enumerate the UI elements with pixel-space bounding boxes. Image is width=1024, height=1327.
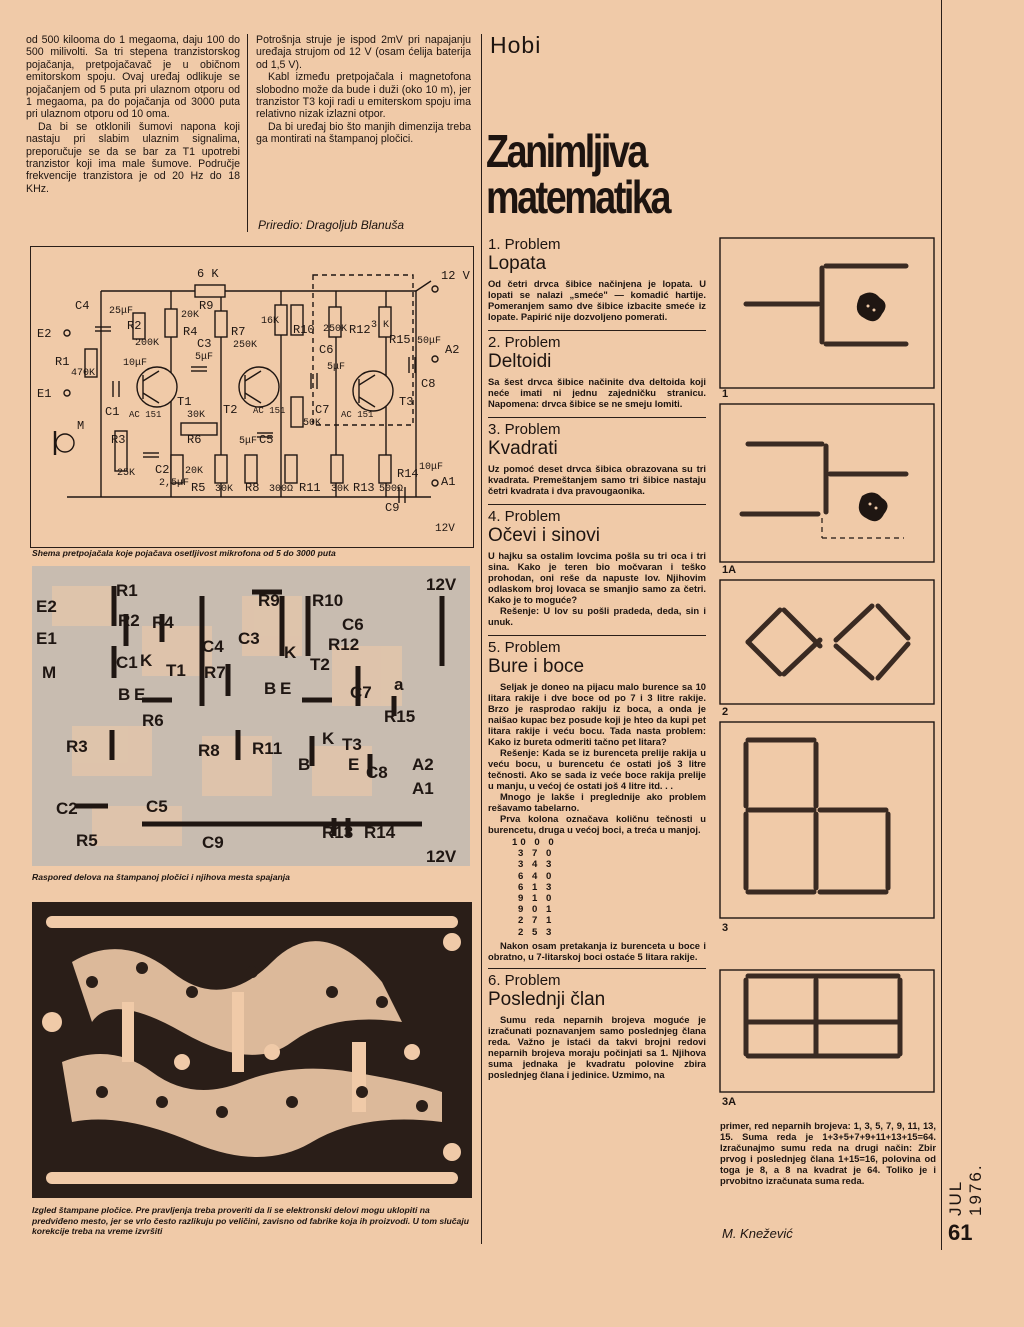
svg-text:20K: 20K (185, 466, 204, 477)
svg-text:T2: T2 (223, 403, 238, 417)
problem-5-answer-4: Nakon osam pretakanja iz burenceta u boce i obratno, u 7-litarskoj boci ostaće 5 litara rakije. (488, 939, 706, 962)
svg-text:R7: R7 (231, 325, 246, 339)
pcb-caption: Izgled štampane pločice. Pre pravljenja treba proveriti da li se elektronski delovi mogu uklopiti na predviđeno mesto, jer se vrlo često razlikuju po veličini, zavisno od fabrike koja ih proizvodi. U tom slučaju korekcije treba na vreme izvršiti (32, 1205, 469, 1236)
svg-text:5μF: 5μF (195, 352, 214, 363)
svg-text:2,5μF: 2,5μF (159, 478, 190, 489)
divider (488, 417, 706, 418)
svg-text:C5: C5 (259, 433, 274, 447)
svg-text:30K: 30K (187, 410, 206, 421)
svg-text:E2: E2 (36, 597, 57, 616)
svg-text:3 K: 3 K (371, 320, 390, 331)
svg-text:5μF: 5μF (239, 436, 258, 447)
svg-text:R2: R2 (127, 319, 142, 333)
column-divider (247, 34, 248, 232)
problem-2-heading: 2. Problem (488, 334, 561, 351)
table-row: 10 0 0 (512, 837, 557, 848)
svg-text:R3: R3 (66, 737, 88, 756)
svg-text:R15: R15 (384, 707, 416, 726)
figure-1-label: 1 (722, 388, 729, 400)
svg-text:R3: R3 (111, 433, 126, 447)
left-paragraph-1: od 500 kilooma do 1 megaoma, daju 100 do 500 milivolti. Sa tri stepena tranzistorskog pojačanja, pretpojačavač je u običnom emitorskom spoju. Ovaj uređaj odlikuje se pojačanjem od 5 puta pri ulaznom otporu od 1 megaoma, pa do pojačanja od 3000 puta pri ulaznom otporu od 10 oma. (26, 34, 240, 121)
svg-text:AC 151: AC 151 (253, 406, 286, 416)
svg-text:T3: T3 (342, 735, 362, 754)
svg-text:C9: C9 (385, 501, 400, 515)
table-row: 3 4 3 (518, 859, 555, 871)
svg-text:12V: 12V (426, 847, 457, 866)
problem-2-text: Sa šest drvca šibice načinite dva deltoida koji neće imati ni jednu zajedničku stranicu. Napomena: drvca šibice se ne smeju lomiti. (488, 376, 706, 409)
svg-text:470K: 470K (71, 368, 96, 379)
svg-text:R6: R6 (142, 711, 164, 730)
schematic-caption: Shema pretpojačala koje pojačava osetljivost mikrofona od 5 do 3000 puta (32, 548, 336, 558)
svg-text:6 K: 6 K (197, 267, 219, 281)
problem-1-title: Lopata (488, 253, 547, 274)
problem-4-title: Očevi i sinovi (488, 525, 600, 546)
svg-text:200K: 200K (135, 338, 160, 349)
svg-text:16K: 16K (261, 316, 280, 327)
problem-5-title: Bure i boce (488, 656, 585, 677)
title-line-1: Zanimljiva (486, 125, 646, 177)
svg-text:R5: R5 (76, 831, 98, 850)
svg-text:E: E (280, 679, 292, 698)
middle-text-column (256, 34, 471, 146)
svg-text:C1: C1 (105, 405, 120, 419)
figure-2-label: 2 (722, 706, 729, 718)
svg-text:C9: C9 (202, 833, 224, 852)
table-row: 2 5 3 (518, 926, 555, 938)
svg-text:K: K (140, 651, 153, 670)
problem-4-answer: Rešenje: U lov su pošli pradeda, deda, sin i unuk. (488, 605, 706, 627)
middle-paragraph-1: Potrošnja struje je ispod 2mV pri napajanju uređaja strujom od 12 V (osam ćelija baterija od 1,5 V). (256, 34, 471, 71)
left-paragraph-2: Da bi se otklonili šumovi napona koji nastaju pri slabim ulaznim signalima, preporučuje se da se bar za T1 upotrebi tranzistor koji ima male šumove. Područje frekvencije tranzistora je od 20 Hz do 18 KHz. (26, 120, 240, 195)
svg-text:R10: R10 (312, 591, 344, 610)
svg-text:K: K (284, 643, 297, 662)
svg-text:R13: R13 (353, 481, 375, 495)
svg-text:C2: C2 (155, 463, 170, 477)
svg-text:R6: R6 (187, 433, 202, 447)
svg-text:C4: C4 (75, 299, 90, 313)
divider (488, 635, 706, 636)
svg-text:25K: 25K (117, 468, 136, 479)
left-text-column (26, 34, 240, 195)
svg-text:E: E (134, 685, 146, 704)
layout-board-svg (32, 566, 470, 866)
figure-1a-label: 1A (722, 564, 737, 576)
problem-5-text: Seljak je doneo na pijacu malo burence sa 10 litara rakije i dve boce od po 7 i 3 litre rakije. Brzo je rasprodao rakiju iz boca, a onda je naišao kupac bez posude koji je hteo da kupi pet litara rakije i veću bocu. Tada nasta problem: Kako iz bureta odmeriti tačno pet litara? (488, 681, 706, 747)
problem-6-heading: 6. Problem (488, 971, 561, 989)
article-title (486, 125, 675, 223)
issue-date: JUL 1976. (946, 1163, 985, 1216)
pcb-image (32, 902, 472, 1198)
svg-text:M: M (77, 419, 85, 433)
svg-text:R9: R9 (258, 591, 280, 610)
svg-text:C1: C1 (116, 653, 138, 672)
margin-rule (941, 0, 942, 1250)
table-row: 6 1 3 (518, 881, 555, 893)
problem-4-heading: 4. Problem (488, 508, 561, 525)
schematic-diagram (30, 246, 474, 548)
middle-paragraph-2: Kabl između pretpojačala i magnetofona slobodno može da bude i duži (oko 10 m), jer tranzistor T3 koji radi u emiterskom spoju ima relativno nizak izlazni otpor. (256, 71, 471, 121)
problem-6-continued: primer, red neparnih brojeva: 1, 3, 5, 7, 9, 11, 13, 15. Suma reda je 1+3+5+7+9+11+13+15=64. Izračunajmo sumu reda na drugi način: Zbir prvog i poslednjeg člana 1+15=16, polovina od toga je 8, a 8 na kvadrat je 64. Toliko je i prvobitno izračunata suma reda. (720, 1120, 936, 1186)
svg-text:A2: A2 (445, 343, 460, 357)
table-row: 6 4 0 (518, 870, 555, 882)
svg-text:E: E (348, 755, 360, 774)
schematic-svg (31, 247, 473, 547)
svg-text:R4: R4 (152, 613, 174, 632)
svg-text:250K: 250K (323, 324, 348, 335)
problem-5-answer-1: Rešenje: Kada se iz burenceta prelije rakija u veću bocu, u burencetu će ostati još 3 litre tečnosti. Ako se sada iz veće boce rakija prelije u manju, u većoj će ostati još 4 litre itd. . . (488, 747, 706, 791)
problem-5-heading: 5. Problem (488, 639, 561, 656)
svg-text:R14: R14 (364, 823, 396, 842)
svg-text:R10: R10 (293, 323, 315, 337)
svg-text:E1: E1 (37, 387, 52, 401)
svg-text:250K: 250K (233, 340, 258, 351)
problem-3-heading: 3. Problem (488, 421, 561, 438)
table-row: 3 7 0 (518, 848, 555, 860)
svg-text:R14: R14 (397, 467, 419, 481)
svg-text:R13: R13 (322, 823, 354, 842)
layout-board (32, 566, 470, 866)
pcb-svg (32, 902, 472, 1198)
svg-text:C5: C5 (146, 797, 168, 816)
title-line-2: matematika (486, 171, 669, 223)
divider (488, 330, 706, 331)
svg-text:R5: R5 (191, 481, 206, 495)
problem-5-answer-2: Mnogo je lakše i preglednije ako problem rešavamo tabelarno. (488, 791, 706, 813)
svg-text:C3: C3 (238, 629, 260, 648)
credit: Priredio: Dragoljub Blanuša (258, 218, 405, 232)
svg-text:B: B (298, 755, 311, 774)
svg-text:C6: C6 (342, 615, 364, 634)
svg-text:30K: 30K (331, 484, 350, 495)
problem-1-text: Od četri drvca šibice načinjena je lopata. U lopati se nalazi „smeće" — komadić hartije. Pomeranjem samo dve šibice izbacite smeće iz lopate. Papirić nije dozvoljeno pomerati. (488, 278, 706, 322)
svg-text:AC 151: AC 151 (341, 410, 374, 420)
svg-text:R1: R1 (116, 581, 138, 600)
author: M. Knežević (722, 1226, 793, 1241)
problem-4-text: U hajku sa ostalim lovcima pošla su tri oca i tri sina. Kako je teren bio močvaran i teško prohodan, oni reše da napuste lov. Njihovim odlaskom broj lovaca se smanjio samo za četri. Kako je to moguće? (488, 550, 706, 605)
svg-text:R12: R12 (328, 635, 360, 654)
middle-paragraph-3: Da bi uređaj bio što manjih dimenzija treba ga montirati na štampanoj pločici. (256, 120, 471, 146)
table-row: 9 0 1 (518, 904, 555, 916)
figure-3a-label: 3A (722, 1096, 737, 1108)
svg-text:12V: 12V (435, 523, 455, 535)
page-number: 61 (948, 1220, 973, 1245)
svg-text:C4: C4 (202, 637, 224, 656)
svg-text:C2: C2 (56, 799, 78, 818)
problem-3-title: Kvadrati (488, 438, 558, 459)
svg-text:B: B (264, 679, 277, 698)
svg-text:C3: C3 (197, 337, 212, 351)
svg-text:A1: A1 (412, 779, 434, 798)
svg-text:5μF: 5μF (327, 362, 346, 373)
svg-text:R12: R12 (349, 323, 371, 337)
svg-text:10μF: 10μF (123, 358, 148, 369)
table-row: 2 7 1 (518, 915, 555, 927)
layout-board-caption: Raspored delova na štampanoj pločici i njihova mesta spajanja (32, 872, 290, 882)
svg-text:C7: C7 (350, 683, 372, 702)
svg-text:12 V: 12 V (441, 269, 470, 283)
svg-text:300Ω: 300Ω (269, 484, 294, 495)
problem-3-text: Uz pomoć deset drvca šibica obrazovana su tri kvadrata. Premeštanjem samo tri šibice nastaju četri kvadrata i dva pravougaonika. (488, 463, 706, 496)
svg-text:C7: C7 (315, 403, 330, 417)
problem-6-title: Poslednji član (488, 988, 606, 1010)
svg-text:25μF: 25μF (109, 306, 134, 317)
svg-text:500Ω: 500Ω (379, 484, 404, 495)
svg-text:R11: R11 (252, 739, 283, 758)
svg-text:T3: T3 (399, 395, 414, 409)
svg-text:M: M (42, 663, 57, 682)
divider (488, 968, 706, 969)
svg-text:A2: A2 (412, 755, 434, 774)
svg-text:R15: R15 (389, 333, 411, 347)
svg-text:R4: R4 (183, 325, 198, 339)
matchstick-figures (718, 236, 938, 1116)
svg-text:C8: C8 (366, 763, 388, 782)
svg-text:50μF: 50μF (417, 336, 442, 347)
problem-1-heading: 1. Problem (488, 236, 561, 253)
svg-text:R1: R1 (55, 355, 70, 369)
figures-column (718, 236, 938, 1116)
svg-text:10μF: 10μF (419, 462, 444, 473)
svg-text:C6: C6 (319, 343, 334, 357)
table-row: 9 1 0 (518, 893, 555, 905)
svg-text:T1: T1 (177, 395, 192, 409)
svg-text:A1: A1 (441, 475, 456, 489)
divider (488, 504, 706, 505)
svg-text:C8: C8 (421, 377, 436, 391)
svg-text:R2: R2 (118, 611, 140, 630)
svg-text:R11: R11 (299, 481, 321, 495)
svg-text:E2: E2 (37, 327, 52, 341)
svg-text:B: B (118, 685, 131, 704)
svg-text:T2: T2 (310, 655, 330, 674)
section-label: Hobi (490, 32, 542, 58)
article-divider (481, 34, 482, 1244)
svg-text:30K: 30K (215, 484, 234, 495)
svg-text:K: K (322, 729, 335, 748)
svg-text:T1: T1 (166, 661, 186, 680)
problem-6-text: Sumu reda neparnih brojeva moguće je izračunati poznavanjem samo poslednjeg člana reda. Važno je istaći da takvi brojni redovi neparnih brojeva moraju počinjati sa 1. Njihova suma jednaka je kvadratu polovine zbira poslednjeg člana i jedinice. Uzmimo, na (488, 1013, 706, 1080)
problem-2-title: Deltoidi (488, 351, 552, 372)
problems-column (488, 236, 706, 1080)
pouring-table (488, 837, 706, 938)
svg-text:R8: R8 (245, 481, 260, 495)
figure-3-label: 3 (722, 922, 729, 934)
svg-text:AC 151: AC 151 (129, 410, 162, 420)
svg-text:R9: R9 (199, 299, 214, 313)
problem-5-answer-3: Prva kolona označava količnu tečnosti u burencetu, druga u većoj boci, a treća u manjoj. (488, 813, 706, 835)
svg-text:12V: 12V (426, 575, 457, 594)
svg-text:a: a (394, 675, 404, 694)
svg-text:50K: 50K (303, 418, 322, 429)
svg-text:E1: E1 (36, 629, 57, 648)
svg-text:R8: R8 (198, 741, 220, 760)
svg-text:20K: 20K (181, 310, 200, 321)
svg-text:R7: R7 (204, 663, 226, 682)
